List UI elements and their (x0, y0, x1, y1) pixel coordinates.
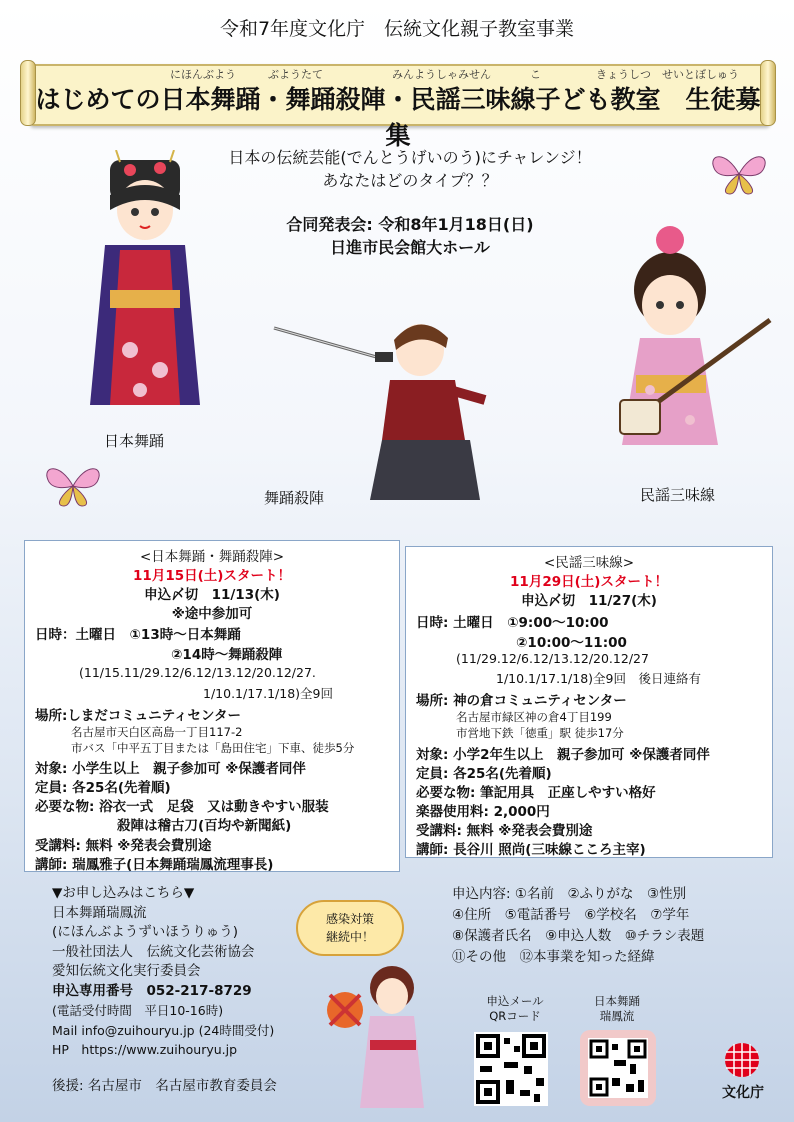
course-items: 必要な物: 浴衣一式 足袋 又は動きやすい服装 (35, 799, 329, 815)
qr-ryu-label (572, 994, 662, 1024)
intro-text (200, 146, 620, 192)
ruby-text: ぶようたて (268, 68, 323, 81)
event-venue: 日進市民会館大ホール (330, 238, 490, 257)
course-teacher: 講師: 長谷川 照尚(三味線こころ主宰) (416, 842, 646, 858)
course-dates: 1/10.1/17.1/18)全9回 (203, 686, 333, 701)
course-place: 場所: 神の倉コミュニティセンター (416, 693, 627, 709)
ruby-text: きょうしつ (596, 68, 651, 81)
apply-mail[interactable]: Mail info@zuihouryu.jp (24時間受付) (52, 1022, 275, 1038)
sword-label: 舞踊殺陣 (264, 489, 325, 507)
course-start: 11月29日(土)スタート！ (510, 574, 668, 590)
qr-mail-label (470, 994, 560, 1024)
course-box-shamisen (405, 546, 773, 858)
course-teacher: 講師: 瑞鳳雅子(日本舞踊瑞鳳流理事長) (35, 857, 274, 873)
bubble-line: 継続中！ (325, 930, 374, 944)
requirements (452, 884, 704, 968)
course-address: 名古屋市緑区神の倉4丁目199 (456, 710, 612, 724)
course-capacity: 定員: 各25名(先着順) (416, 766, 552, 782)
course-target: 対象: 小学2年生以上 親子参加可 ※保護者同伴 (416, 747, 710, 763)
course-schedule: 日時：土曜日 ①13時～日本舞踊 (35, 627, 241, 643)
course-box-dance (24, 540, 400, 872)
qr-label-line: 瑞鳳流 (599, 1009, 635, 1023)
apply-org-kana: (にほんぶようずいほうりゅう) (52, 924, 239, 940)
course-address: 名古屋市天白区高島一丁目117-2 (71, 725, 243, 739)
swordsman-illustration (270, 300, 500, 500)
qr-label-line: QRコード (489, 1009, 541, 1023)
shamisen-player-illustration (600, 220, 780, 450)
course-place: 場所:しまだコミュニティセンター (35, 708, 242, 724)
course-title: <民謡三味線> (543, 555, 635, 571)
bunkacho-logo (718, 1040, 766, 1080)
apply-phone-hours: (電話受付時間 平日10-16時) (52, 1003, 224, 1018)
apply-org: 日本舞踊瑞鳳流 (52, 904, 147, 921)
course-instrument-fee: 楽器使用料: 2,000円 (416, 804, 550, 820)
speech-bubble (296, 900, 404, 956)
qr-code-zuihouryu[interactable] (580, 1030, 656, 1106)
course-target: 対象: 小学生以上 親子参加可 ※保護者同伴 (35, 761, 306, 777)
course-deadline: 申込〆切 11/13(木) (144, 587, 280, 603)
apply-section (52, 884, 274, 1060)
qr-code-mail[interactable] (474, 1032, 548, 1106)
event-info (220, 213, 600, 259)
course-schedule: ②10:00～11:00 (516, 635, 627, 651)
top-title: 令和7年度文化庁 伝統文化親子教室事業 (219, 18, 575, 40)
course-deadline: 申込〆切 11/27(木) (521, 593, 657, 609)
course-schedule: ②14時～舞踊殺陣 (171, 647, 283, 663)
course-fee: 受講料: 無料 ※発表会費別途 (416, 823, 593, 839)
course-capacity: 定員: 各25名(先着順) (35, 780, 171, 796)
ruby-text: せいとぼしゅう (662, 68, 739, 81)
qr-label-line: 申込メール (486, 994, 544, 1008)
requirement-line: ④住所 ⑤電話番号 ⑥学校名 ⑦学年 (452, 907, 690, 923)
requirement-line: ⑪その他 ⑫本事業を知った経緯 (452, 949, 655, 965)
butterfly-icon (706, 148, 772, 200)
course-dates: (11/15.11/29.12/6.12/13.12/20.12/27. (79, 665, 316, 680)
bunkacho-logo-text: 文化庁 (722, 1085, 764, 1101)
ruby-text: にほんぶよう (170, 68, 236, 81)
intro-line: あなたはどのタイプ？？ (322, 171, 498, 190)
ruby-text: みんようしゃみせん (392, 68, 491, 81)
kimono-girl-illustration (320, 960, 430, 1110)
course-dates: (11/29.12/6.12/13.12/20.12/27 (456, 651, 649, 666)
bubble-line: 感染対策 (325, 912, 374, 926)
shamisen-label: 民謡三味線 (640, 486, 716, 504)
qr-label-line: 日本舞踊 (594, 994, 640, 1008)
dancer-illustration (80, 150, 210, 425)
requirement-line: 申込内容: ①名前 ②ふりがな ③性別 (452, 886, 687, 902)
apply-header: ▼お申し込みはこちら▼ (52, 885, 195, 901)
course-access: 市バス「中平五丁目または「島田住宅」下車、徒歩5分 (71, 741, 355, 755)
apply-phone[interactable]: 申込専用番号 052-217-8729 (52, 982, 252, 999)
apply-org: 一般社団法人 伝統文化芸術協会 (52, 943, 255, 960)
ruby-text: こ (530, 68, 541, 81)
dance-label: 日本舞踊 (104, 432, 165, 450)
course-schedule: 日時: 土曜日 ①9:00～10:00 (416, 615, 609, 631)
sponsor: 後援: 名古屋市 名古屋市教育委員会 (52, 1078, 277, 1094)
course-dates: 1/10.1/17.1/18)全9回 後日連絡有 (496, 671, 701, 686)
course-fee: 受講料: 無料 ※発表会費別途 (35, 838, 212, 854)
event-date: 合同発表会: 令和8年1月18日(日) (286, 215, 534, 234)
requirement-line: ⑧保護者氏名 ⑨申込人数 ⑩チラシ表題 (452, 928, 705, 944)
course-access: 市営地下鉄「徳重」駅 徒歩17分 (456, 726, 624, 740)
main-title: はじめての日本舞踊・舞踊殺陣・民謡三味線子ども教室 生徒募集 (35, 85, 761, 150)
course-title: <日本舞踊・舞踊殺陣> (139, 549, 285, 565)
course-items: 必要な物: 筆記用具 正座しやすい格好 (416, 785, 656, 801)
intro-line: 日本の伝統芸能(でんとうげいのう)にチャレンジ！ (228, 148, 592, 167)
apply-org: 愛知伝統文化実行委員会 (52, 963, 201, 979)
course-start: 11月15日(土)スタート！ (133, 568, 291, 584)
course-midway: ※途中参加可 (171, 606, 253, 622)
course-items: 殺陣は稽古刀(百均や新聞紙) (117, 818, 292, 834)
apply-hp[interactable]: HP https://www.zuihouryu.jp (52, 1042, 238, 1057)
butterfly-icon (40, 460, 106, 512)
